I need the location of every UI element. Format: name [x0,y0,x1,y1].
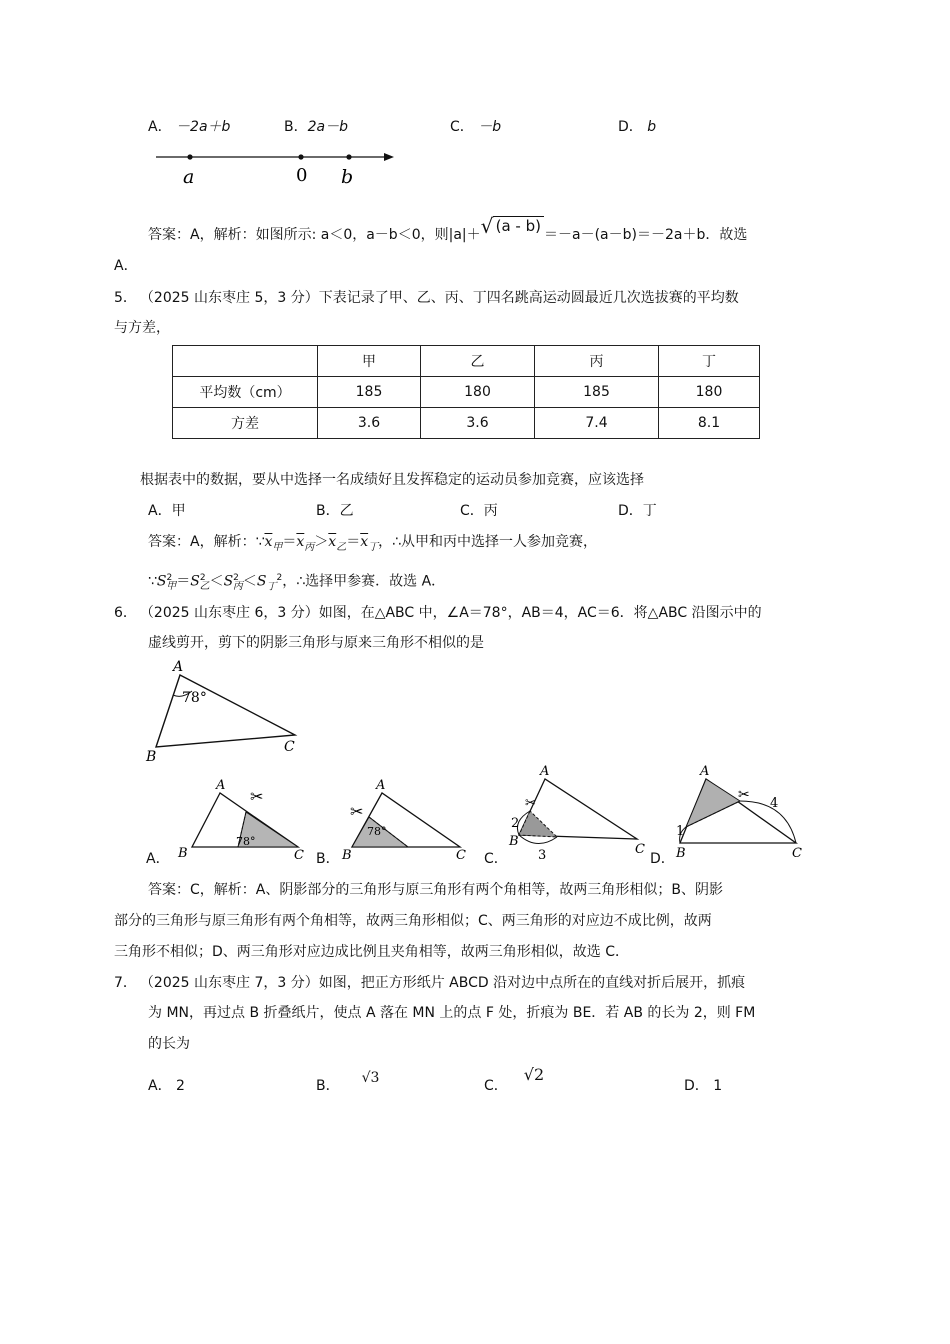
q7-option-b[interactable]: B． √3 [316,1070,380,1094]
q6-figure-b [338,775,478,865]
table-cell: 平均数（cm） [173,377,318,408]
q5-option-d[interactable]: D．丁 [618,503,657,519]
table-cell: 180 [421,377,535,408]
q6-option-d[interactable]: D． [650,851,675,867]
q6-option-a[interactable]: A． [146,851,170,867]
q5-question: 根据表中的数据，要从中选择一名成绩好且发挥稳定的运动员参加竞赛，应该选择 [140,472,644,488]
svg-text:A: A [700,765,710,779]
table-cell: 乙 [421,346,535,377]
q4-option-d[interactable]: D． b [618,119,657,135]
q5-option-a[interactable]: A．甲 [148,503,186,519]
q5-option-c[interactable]: C．丙 [460,503,498,519]
svg-text:A: A [173,659,184,675]
table-cell: 7.4 [535,408,659,439]
table-cell: 丁 [659,346,760,377]
svg-text:3: 3 [538,848,547,863]
svg-text:B: B [342,848,352,863]
svg-text:C: C [284,739,295,755]
q6-figure-c [505,765,655,865]
svg-text:78°: 78° [236,835,256,848]
radical-icon: √ [480,214,494,238]
q6-option-b[interactable]: B． [316,851,340,867]
q6-figure-d [670,765,820,865]
sqrt-expression: √ (a - b) [481,224,544,245]
q6-stem-line2: 虚线剪开，剪下的阴影三角形与原来三角形不相似的是 [148,635,484,651]
q5-answer-line1: 答案：A，解析：$\because\overline{x}_甲=\overline{x}_丙>\overline{x}_乙=\overline{x}_丁$，∴从甲和丙中选择一人参加竞赛， [148,534,598,553]
scissors-icon: ✂ [350,802,364,821]
scissors-icon: ✂ [738,787,750,803]
svg-text:78°: 78° [367,825,387,838]
q6-figure-a [170,775,315,865]
q5-option-b[interactable]: B．乙 [316,503,354,519]
q6-option-c[interactable]: C． [484,851,508,867]
svg-text:C: C [635,842,645,857]
svg-text:2: 2 [511,816,520,831]
svg-text:4: 4 [770,796,779,811]
q6-answer-line3: 三角形不相似；D、两三角形对应边成比例且夹角相等，故两三角形相似，故选 C． [114,944,630,960]
table-header-row [173,346,760,377]
triangle-abc [156,675,295,747]
q7-option-d[interactable]: D． 1 [684,1078,723,1094]
svg-text:C: C [792,846,802,861]
svg-text:B: B [509,834,519,849]
q4-option-b[interactable]: B．2a－b [284,119,348,135]
table-row [173,377,760,408]
q5-stem-line1: 5． （2025 山东枣庄 5，3 分）下表记录了甲、乙、丙、丁四名跳高运动圆最近几次选拔赛的平均数 [114,290,739,306]
svg-text:1: 1 [676,824,685,839]
q6-stem-line1: 6． （2025 山东枣庄 6，3 分）如图，在△ABC 中，∠A＝78°，AB＝4，AC＝6．将△ABC 沿图示中的 [114,605,762,621]
q5-table [172,345,760,439]
q4-answer-line2: A． [114,258,138,274]
table-cell: 8.1 [659,408,760,439]
q7-stem-line1: 7． （2025 山东枣庄 7，3 分）如图，把正方形纸片 ABCD 沿对边中点所在的直线对折后展开，抓痕 [114,975,746,991]
svg-text:B: B [178,846,188,861]
q7-option-c[interactable]: C．√2 [484,1065,545,1094]
table-cell: 180 [659,377,760,408]
table-cell: 甲 [318,346,421,377]
q4-option-a[interactable]: A． －2a＋b [148,119,231,135]
q4-number-line [150,145,410,190]
svg-text:C: C [294,848,304,863]
q6-main-triangle-figure [140,655,310,770]
svg-text:A: A [540,765,550,779]
table-cell: 3.6 [318,408,421,439]
table-cell: 185 [535,377,659,408]
table-cell [173,346,318,377]
svg-text:A: A [376,778,386,793]
numberline-label-b: b [341,166,354,188]
svg-text:B: B [146,749,157,765]
q5-answer-line2: $\because S^2_甲=S^2_乙<S^2_丙<S_丁^2$，∴选择甲参赛．故选 A． [148,573,446,593]
q6-answer-line1: 答案：C，解析：A、阴影部分的三角形与原三角形有两个角相等，故两三角形相似；B、阴影 [148,882,723,898]
q7-stem-line3: 的长为 [148,1036,190,1052]
q4-answer-line1: 答案：A，解析：如图所示: a＜0，a－b＜0，则|a|＋ √ (a - b) ＝－a－(a－b)＝－2a＋b．故选 [148,214,748,243]
numberline-label-a: a [183,166,195,188]
numberline-label-0: 0 [296,165,308,186]
table-row [173,408,760,439]
scissors-icon: ✂ [250,787,264,806]
scissors-icon: ✂ [525,796,536,811]
svg-text:C: C [456,848,466,863]
table-cell: 方差 [173,408,318,439]
svg-text:B: B [676,846,686,861]
q4-option-c[interactable]: C． －b [450,119,502,135]
table-cell: 丙 [535,346,659,377]
table-cell: 185 [318,377,421,408]
q7-stem-line2: 为 MN，再过点 B 折叠纸片，使点 A 落在 MN 上的点 F 处，折痕为 BE．若 AB 的长为 2，则 FM [148,1005,756,1021]
q7-option-a[interactable]: A． 2 [148,1078,185,1094]
svg-text:A: A [216,778,226,793]
svg-text:78°: 78° [182,690,207,706]
q5-stem-line2: 与方差， [114,320,170,336]
table-cell: 3.6 [421,408,535,439]
q6-answer-line2: 部分的三角形与原三角形有两个角相等，故两三角形相似；C、两三角形的对应边不成比例，故两 [114,913,712,929]
